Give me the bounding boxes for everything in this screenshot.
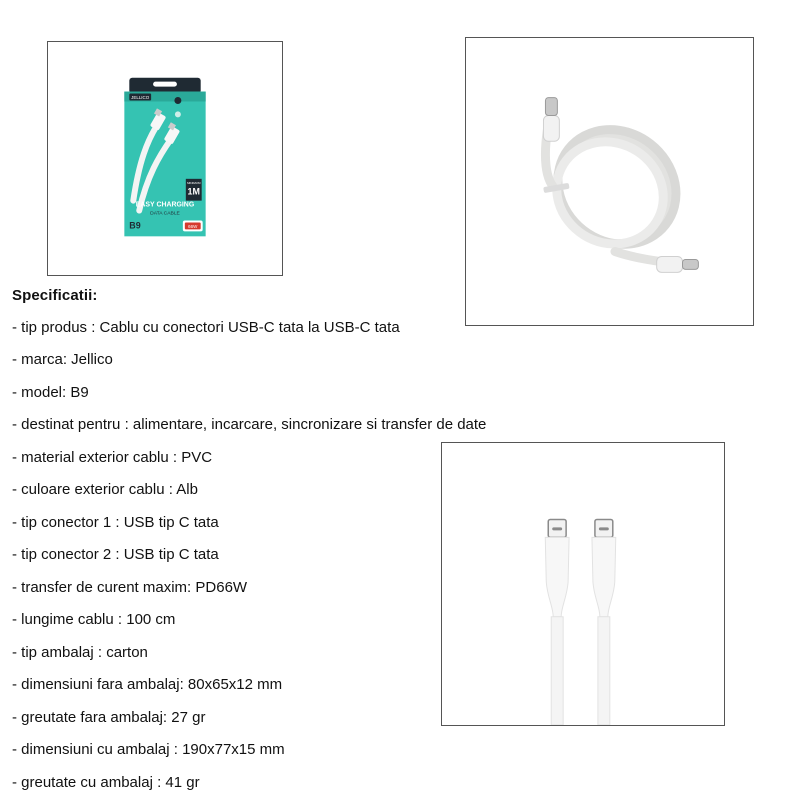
- package-brand: JELLICO: [131, 95, 150, 101]
- package-model: B9: [129, 220, 141, 231]
- coiled-cable-illustration: [466, 38, 753, 325]
- spec-item: - model: B9: [12, 384, 89, 401]
- specs-title: Specificatii:: [12, 287, 98, 304]
- package-image: [47, 41, 283, 276]
- spec-item: - tip produs : Cablu cu conectori USB-C tata la USB-C tata: [12, 319, 400, 336]
- spec-item: - lungime cablu : 100 cm: [12, 611, 176, 628]
- package-illustration: [48, 42, 282, 275]
- spec-item: - tip conector 2 : USB tip C tata: [12, 546, 219, 563]
- spec-item: - marca: Jellico: [12, 351, 113, 368]
- spec-item: - dimensiuni fara ambalaj: 80x65x12 mm: [12, 676, 283, 693]
- package-badge: 1M: [187, 186, 200, 197]
- package-power: 66W: [188, 223, 198, 229]
- connectors-illustration: [442, 443, 724, 725]
- spec-item: - tip ambalaj : carton: [12, 644, 148, 661]
- spec-item: - culoare exterior cablu : Alb: [12, 481, 198, 498]
- spec-item: - transfer de curent maxim: PD66W: [12, 579, 248, 596]
- package-subtitle: DATA CABLE: [150, 211, 180, 217]
- package-badge-sub: MINIMUM: [187, 180, 201, 185]
- spec-item: - material exterior cablu : PVC: [12, 449, 213, 466]
- spec-item: - dimensiuni cu ambalaj : 190x77x15 mm: [12, 741, 285, 758]
- connectors-image: [441, 442, 725, 726]
- spec-item: - greutate fara ambalaj: 27 gr: [12, 709, 206, 726]
- coiled-cable-image: [465, 37, 754, 326]
- spec-item: - tip conector 1 : USB tip C tata: [12, 514, 219, 531]
- package-tagline: EASY CHARGING: [135, 201, 195, 209]
- spec-item: - greutate cu ambalaj : 41 gr: [12, 774, 200, 791]
- spec-item: - destinat pentru : alimentare, incarcare, sincronizare si transfer de date: [12, 416, 487, 433]
